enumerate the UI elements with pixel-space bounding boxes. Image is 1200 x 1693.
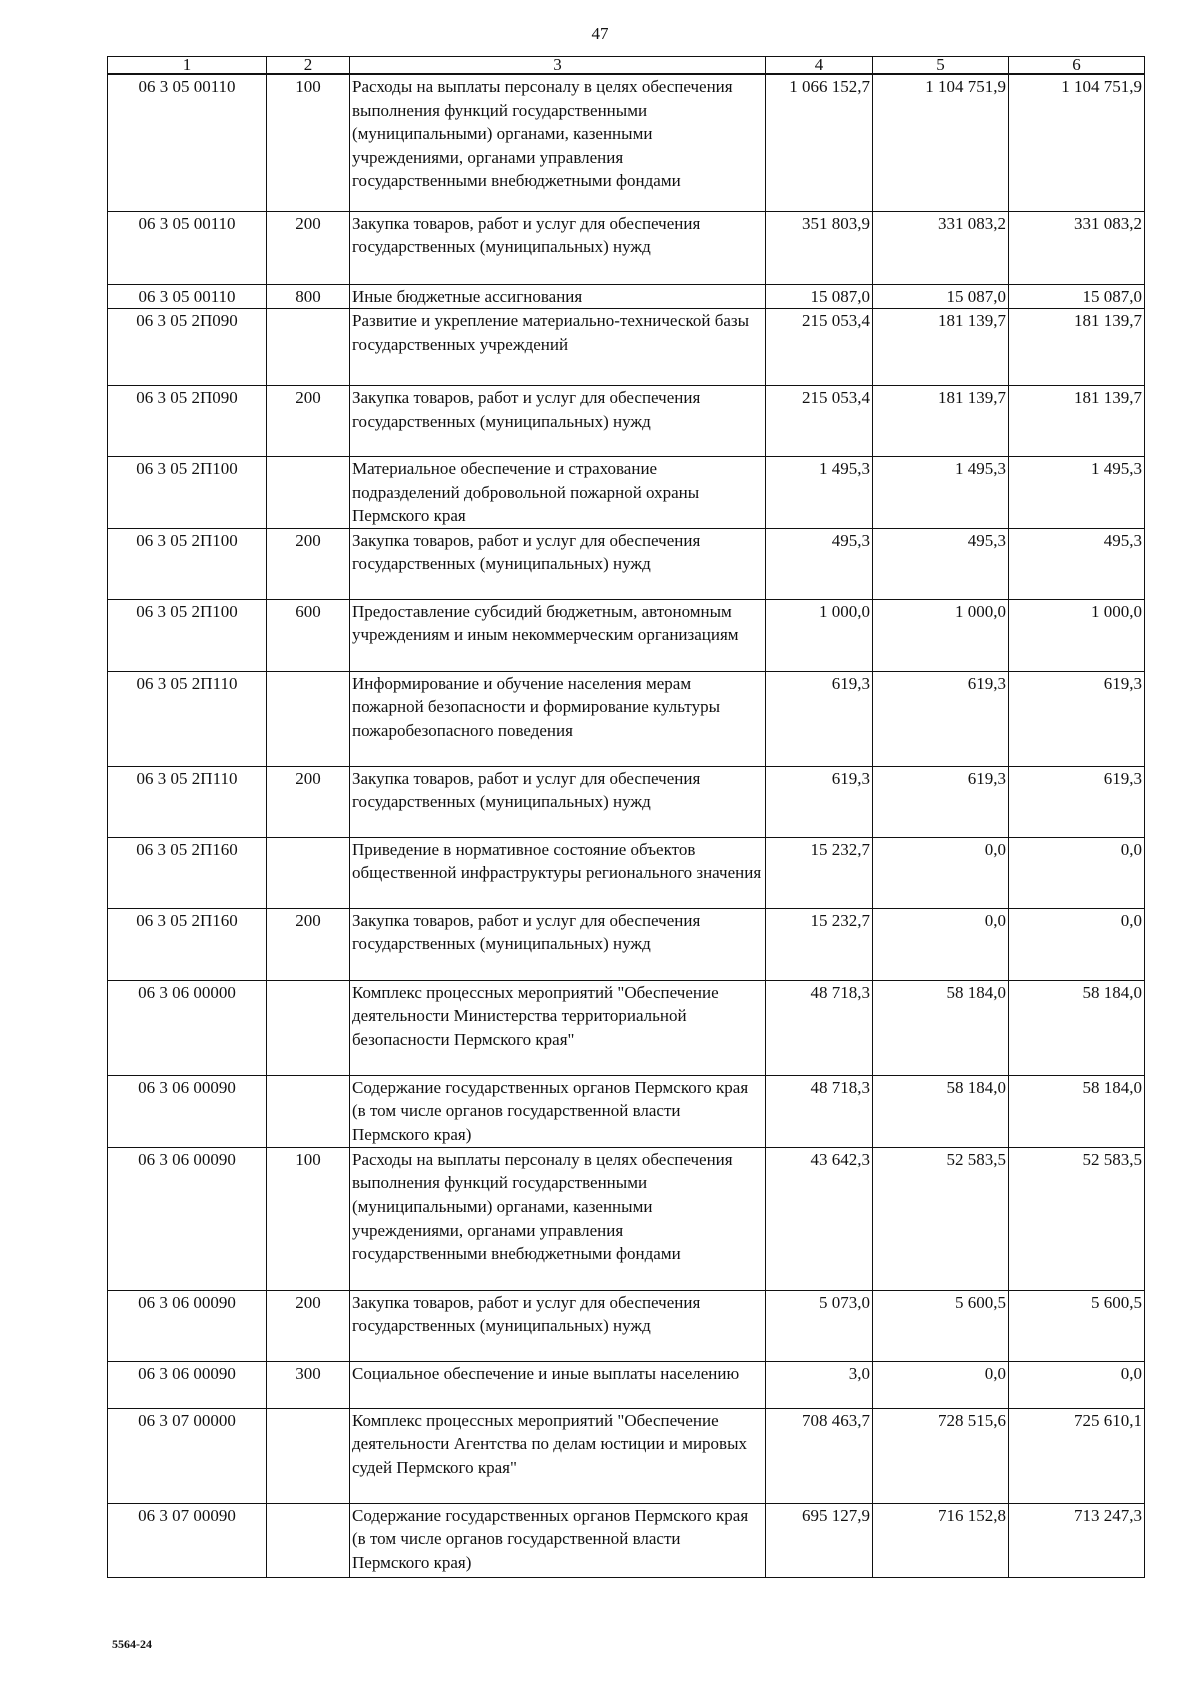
table-row [108, 599, 1145, 671]
value-col6-cell: 5 600,5 [1009, 1290, 1145, 1361]
column-header: 2 [267, 57, 350, 75]
table-row [108, 1361, 1145, 1408]
value-col4-cell: 15 232,7 [766, 837, 873, 908]
description-cell: Социальное обеспечение и иные выплаты населению [350, 1361, 766, 1408]
target-code-cell: 06 3 05 00110 [108, 211, 267, 284]
value-col6-cell: 1 104 751,9 [1009, 74, 1145, 211]
value-col6-cell: 0,0 [1009, 908, 1145, 980]
value-col6-cell: 619,3 [1009, 671, 1145, 766]
value-col6-cell: 1 000,0 [1009, 599, 1145, 671]
value-col4-cell: 1 000,0 [766, 599, 873, 671]
value-col5-cell: 1 000,0 [873, 599, 1009, 671]
document-code: 5564-24 [112, 1637, 152, 1651]
table-row [108, 74, 1145, 211]
table-row [108, 980, 1145, 1075]
value-col6-cell: 58 184,0 [1009, 980, 1145, 1075]
value-col6-cell: 0,0 [1009, 1361, 1145, 1408]
expense-type-cell: 600 [267, 599, 350, 671]
target-code-cell: 06 3 06 00090 [108, 1361, 267, 1408]
value-col5-cell: 619,3 [873, 766, 1009, 837]
value-col5-cell: 58 184,0 [873, 980, 1009, 1075]
target-code-cell: 06 3 05 2П160 [108, 837, 267, 908]
value-col6-cell: 725 610,1 [1009, 1408, 1145, 1503]
table-row [108, 1147, 1145, 1290]
value-col4-cell: 351 803,9 [766, 211, 873, 284]
target-code-cell: 06 3 06 00090 [108, 1147, 267, 1290]
description-cell: Закупка товаров, работ и услуг для обеспечения государственных (муниципальных) нужд [350, 766, 766, 837]
value-col6-cell: 713 247,3 [1009, 1503, 1145, 1577]
description-cell: Предоставление субсидий бюджетным, автономным учреждениям и иным некоммерческим организациям [350, 599, 766, 671]
expense-type-cell [267, 671, 350, 766]
value-col6-cell: 181 139,7 [1009, 386, 1145, 457]
value-col5-cell: 15 087,0 [873, 284, 1009, 309]
value-col4-cell: 619,3 [766, 766, 873, 837]
page-number: 47 [591, 24, 609, 43]
value-col4-cell: 215 053,4 [766, 386, 873, 457]
description-cell: Закупка товаров, работ и услуг для обеспечения государственных (муниципальных) нужд [350, 386, 766, 457]
target-code-cell: 06 3 05 2П100 [108, 457, 267, 529]
expense-type-cell [267, 837, 350, 908]
value-col5-cell: 52 583,5 [873, 1147, 1009, 1290]
expense-type-cell [267, 457, 350, 529]
value-col5-cell: 0,0 [873, 837, 1009, 908]
expense-type-cell: 100 [267, 1147, 350, 1290]
value-col5-cell: 716 152,8 [873, 1503, 1009, 1577]
description-cell: Закупка товаров, работ и услуг для обеспечения государственных (муниципальных) нужд [350, 528, 766, 599]
value-col6-cell: 619,3 [1009, 766, 1145, 837]
table-row [108, 1408, 1145, 1503]
target-code-cell: 06 3 05 2П160 [108, 908, 267, 980]
description-cell: Приведение в нормативное состояние объектов общественной инфраструктуры регионального значения [350, 837, 766, 908]
value-col4-cell: 3,0 [766, 1361, 873, 1408]
table-header-row [108, 57, 1145, 75]
value-col6-cell: 331 083,2 [1009, 211, 1145, 284]
table-row [108, 837, 1145, 908]
value-col4-cell: 695 127,9 [766, 1503, 873, 1577]
value-col5-cell: 495,3 [873, 528, 1009, 599]
table-row [108, 309, 1145, 386]
description-cell: Закупка товаров, работ и услуг для обеспечения государственных (муниципальных) нужд [350, 1290, 766, 1361]
description-cell: Комплекс процессных мероприятий "Обеспечение деятельности Агентства по делам юстиции и мировых судей Пермского края" [350, 1408, 766, 1503]
table-row [108, 1290, 1145, 1361]
value-col4-cell: 15 087,0 [766, 284, 873, 309]
expense-type-cell: 200 [267, 908, 350, 980]
description-cell: Расходы на выплаты персоналу в целях обеспечения выполнения функций государственными (муниципальными) органами, казенными учреждениями, органами управления государственными внебюджетными фондами [350, 74, 766, 211]
target-code-cell: 06 3 05 2П100 [108, 599, 267, 671]
description-cell: Содержание государственных органов Пермского края (в том числе органов государственной власти Пермского края) [350, 1075, 766, 1147]
description-cell: Иные бюджетные ассигнования [350, 284, 766, 309]
target-code-cell: 06 3 05 2П090 [108, 309, 267, 386]
target-code-cell: 06 3 06 00090 [108, 1075, 267, 1147]
description-cell: Комплекс процессных мероприятий "Обеспечение деятельности Министерства территориальной безопасности Пермского края" [350, 980, 766, 1075]
table-row [108, 1075, 1145, 1147]
table-row [108, 457, 1145, 529]
value-col4-cell: 708 463,7 [766, 1408, 873, 1503]
table-row [108, 671, 1145, 766]
expense-type-cell: 200 [267, 386, 350, 457]
target-code-cell: 06 3 06 00090 [108, 1290, 267, 1361]
value-col6-cell: 0,0 [1009, 837, 1145, 908]
budget-table [107, 56, 1145, 1578]
table-row [108, 766, 1145, 837]
value-col4-cell: 215 053,4 [766, 309, 873, 386]
table-row [108, 528, 1145, 599]
value-col5-cell: 1 104 751,9 [873, 74, 1009, 211]
table-row [108, 1503, 1145, 1577]
value-col6-cell: 1 495,3 [1009, 457, 1145, 529]
value-col4-cell: 1 066 152,7 [766, 74, 873, 211]
description-cell: Развитие и укрепление материально-технической базы государственных учреждений [350, 309, 766, 386]
description-cell: Информирование и обучение населения мерам пожарной безопасности и формирование культуры пожаробезопасного поведения [350, 671, 766, 766]
target-code-cell: 06 3 07 00000 [108, 1408, 267, 1503]
target-code-cell: 06 3 06 00000 [108, 980, 267, 1075]
value-col4-cell: 43 642,3 [766, 1147, 873, 1290]
table-row [108, 386, 1145, 457]
value-col6-cell: 181 139,7 [1009, 309, 1145, 386]
value-col4-cell: 48 718,3 [766, 980, 873, 1075]
value-col6-cell: 495,3 [1009, 528, 1145, 599]
value-col4-cell: 15 232,7 [766, 908, 873, 980]
description-cell: Расходы на выплаты персоналу в целях обеспечения выполнения функций государственными (муниципальными) органами, казенными учреждениями, органами управления государственными внебюджетными фондами [350, 1147, 766, 1290]
expense-type-cell: 200 [267, 1290, 350, 1361]
expense-type-cell [267, 1075, 350, 1147]
table-row [108, 908, 1145, 980]
expense-type-cell: 100 [267, 74, 350, 211]
target-code-cell: 06 3 05 2П110 [108, 671, 267, 766]
value-col5-cell: 181 139,7 [873, 386, 1009, 457]
description-cell: Закупка товаров, работ и услуг для обеспечения государственных (муниципальных) нужд [350, 211, 766, 284]
value-col4-cell: 5 073,0 [766, 1290, 873, 1361]
value-col5-cell: 5 600,5 [873, 1290, 1009, 1361]
column-header: 6 [1009, 57, 1145, 75]
value-col6-cell: 58 184,0 [1009, 1075, 1145, 1147]
target-code-cell: 06 3 05 00110 [108, 74, 267, 211]
column-header: 3 [350, 57, 766, 75]
description-cell: Материальное обеспечение и страхование подразделений добровольной пожарной охраны Пермского края [350, 457, 766, 529]
value-col5-cell: 728 515,6 [873, 1408, 1009, 1503]
target-code-cell: 06 3 05 2П100 [108, 528, 267, 599]
expense-type-cell [267, 1503, 350, 1577]
expense-type-cell: 800 [267, 284, 350, 309]
column-header: 4 [766, 57, 873, 75]
target-code-cell: 06 3 05 2П090 [108, 386, 267, 457]
value-col4-cell: 495,3 [766, 528, 873, 599]
expense-type-cell: 300 [267, 1361, 350, 1408]
value-col5-cell: 0,0 [873, 908, 1009, 980]
expense-type-cell [267, 980, 350, 1075]
value-col4-cell: 1 495,3 [766, 457, 873, 529]
table-row [108, 211, 1145, 284]
description-cell: Закупка товаров, работ и услуг для обеспечения государственных (муниципальных) нужд [350, 908, 766, 980]
table-row [108, 284, 1145, 309]
target-code-cell: 06 3 07 00090 [108, 1503, 267, 1577]
column-header: 5 [873, 57, 1009, 75]
expense-type-cell: 200 [267, 211, 350, 284]
target-code-cell: 06 3 05 00110 [108, 284, 267, 309]
value-col5-cell: 181 139,7 [873, 309, 1009, 386]
value-col4-cell: 619,3 [766, 671, 873, 766]
description-cell: Содержание государственных органов Пермского края (в том числе органов государственной власти Пермского края) [350, 1503, 766, 1577]
value-col6-cell: 52 583,5 [1009, 1147, 1145, 1290]
target-code-cell: 06 3 05 2П110 [108, 766, 267, 837]
value-col5-cell: 1 495,3 [873, 457, 1009, 529]
value-col5-cell: 58 184,0 [873, 1075, 1009, 1147]
expense-type-cell [267, 309, 350, 386]
expense-type-cell [267, 1408, 350, 1503]
value-col4-cell: 48 718,3 [766, 1075, 873, 1147]
value-col5-cell: 619,3 [873, 671, 1009, 766]
column-header: 1 [108, 57, 267, 75]
expense-type-cell: 200 [267, 528, 350, 599]
expense-type-cell: 200 [267, 766, 350, 837]
value-col6-cell: 15 087,0 [1009, 284, 1145, 309]
value-col5-cell: 0,0 [873, 1361, 1009, 1408]
value-col5-cell: 331 083,2 [873, 211, 1009, 284]
